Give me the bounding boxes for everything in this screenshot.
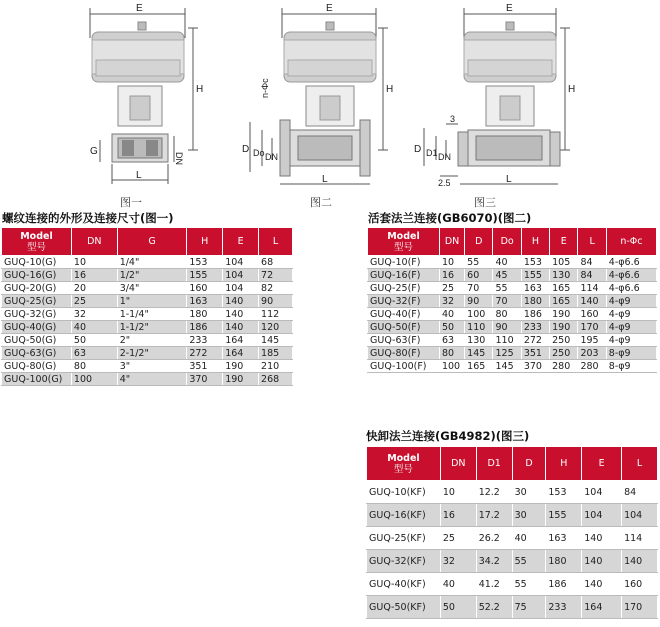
- value-cell: 25: [439, 282, 464, 295]
- value-cell: 250: [550, 347, 578, 360]
- dim-label-dn1: DN: [174, 152, 184, 165]
- value-cell: 268: [259, 373, 293, 386]
- value-cell: 55: [465, 256, 493, 269]
- value-cell: 3": [117, 360, 187, 373]
- value-cell: 104: [223, 256, 259, 269]
- table-row: [368, 295, 657, 308]
- value-cell: 163: [187, 295, 223, 308]
- value-cell: 40: [512, 527, 546, 550]
- value-cell: 60: [465, 269, 493, 282]
- table3-title: 快卸法兰连接(GB4982)(图三): [366, 429, 530, 443]
- value-cell: 80: [439, 347, 464, 360]
- table-flange-spec: [367, 227, 657, 373]
- value-cell: 140: [582, 550, 622, 573]
- caption-fig3: 图三: [474, 196, 496, 209]
- table1-header-dn: DN: [71, 228, 117, 256]
- value-cell: 4-φ6.6: [606, 282, 656, 295]
- table2-header-e: E: [550, 228, 578, 256]
- model-cell: GUQ-32(F): [368, 295, 440, 308]
- table2-header-l: L: [578, 228, 606, 256]
- value-cell: 63: [439, 334, 464, 347]
- table-row: [2, 360, 293, 373]
- value-cell: 26.2: [476, 527, 512, 550]
- value-cell: 164: [582, 596, 622, 619]
- table2-header-nphic: n-Φc: [606, 228, 656, 256]
- model-cell: GUQ-80(G): [2, 360, 72, 373]
- model-cell: GUQ-25(G): [2, 295, 72, 308]
- model-cell: GUQ-40(F): [368, 308, 440, 321]
- dim-label-e2: E: [326, 3, 333, 14]
- table-row: [368, 347, 657, 360]
- dim-label-dn2: DN: [265, 152, 278, 162]
- value-cell: 4-φ6.6: [606, 269, 656, 282]
- value-cell: 32: [440, 550, 476, 573]
- value-cell: 12.2: [476, 481, 512, 504]
- value-cell: 10: [71, 256, 117, 269]
- value-cell: 17.2: [476, 504, 512, 527]
- table2-header-do: Do: [493, 228, 521, 256]
- table-row: [2, 308, 293, 321]
- table-row: [367, 481, 658, 504]
- value-cell: 170: [622, 596, 658, 619]
- value-cell: 110: [465, 321, 493, 334]
- caption-fig1: 图一: [120, 196, 142, 209]
- table-row: [2, 282, 293, 295]
- value-cell: 100: [439, 360, 464, 373]
- value-cell: 180: [546, 550, 582, 573]
- table3-header-model: Model 型号: [367, 447, 441, 481]
- value-cell: 120: [259, 321, 293, 334]
- value-cell: 170: [578, 321, 606, 334]
- value-cell: 180: [521, 295, 549, 308]
- value-cell: 40: [71, 321, 117, 334]
- value-cell: 4-φ9: [606, 295, 656, 308]
- value-cell: 370: [521, 360, 549, 373]
- value-cell: 160: [622, 573, 658, 596]
- model-cell: GUQ-50(G): [2, 334, 72, 347]
- value-cell: 16: [440, 504, 476, 527]
- model-cell: GUQ-16(KF): [367, 504, 441, 527]
- table-row: [368, 334, 657, 347]
- model-cell: GUQ-63(F): [368, 334, 440, 347]
- model-cell: GUQ-32(KF): [367, 550, 441, 573]
- dim-label-d3: D: [414, 144, 422, 155]
- table-row: [2, 256, 293, 269]
- value-cell: 55: [512, 550, 546, 573]
- model-cell: GUQ-63(G): [2, 347, 72, 360]
- value-cell: 41.2: [476, 573, 512, 596]
- value-cell: 16: [439, 269, 464, 282]
- value-cell: 90: [493, 321, 521, 334]
- value-cell: 153: [521, 256, 549, 269]
- dim-label-d1: D1: [426, 148, 438, 158]
- value-cell: 155: [187, 269, 223, 282]
- model-cell: GUQ-16(F): [368, 269, 440, 282]
- value-cell: 80: [71, 360, 117, 373]
- value-cell: 4-φ6.6: [606, 256, 656, 269]
- table-thread-spec: [1, 227, 293, 386]
- value-cell: 272: [187, 347, 223, 360]
- value-cell: 186: [521, 308, 549, 321]
- value-cell: 164: [223, 334, 259, 347]
- table-row: [2, 321, 293, 334]
- value-cell: 75: [512, 596, 546, 619]
- value-cell: 140: [223, 295, 259, 308]
- value-cell: 1": [117, 295, 187, 308]
- value-cell: 70: [465, 282, 493, 295]
- value-cell: 280: [550, 360, 578, 373]
- value-cell: 4-φ9: [606, 321, 656, 334]
- model-cell: GUQ-100(G): [2, 373, 72, 386]
- table1-header-model: Model 型号: [2, 228, 72, 256]
- value-cell: 100: [465, 308, 493, 321]
- dim-label-dn3: DN: [438, 152, 451, 162]
- value-cell: 140: [578, 295, 606, 308]
- value-cell: 190: [223, 373, 259, 386]
- dim-label-l2: L: [322, 174, 328, 185]
- table-row: [2, 347, 293, 360]
- model-cell: GUQ-25(KF): [367, 527, 441, 550]
- value-cell: 140: [223, 308, 259, 321]
- value-cell: 55: [493, 282, 521, 295]
- value-cell: 153: [187, 256, 223, 269]
- value-cell: 100: [71, 373, 117, 386]
- value-cell: 233: [187, 334, 223, 347]
- value-cell: 50: [439, 321, 464, 334]
- dim-label-e1: E: [136, 3, 143, 14]
- value-cell: 155: [521, 269, 549, 282]
- value-cell: 140: [223, 321, 259, 334]
- value-cell: 165: [550, 295, 578, 308]
- value-cell: 203: [578, 347, 606, 360]
- table-row: [2, 295, 293, 308]
- value-cell: 105: [550, 256, 578, 269]
- value-cell: 104: [223, 282, 259, 295]
- table1-title: 螺纹连接的外形及连接尺寸(图一): [2, 211, 174, 225]
- value-cell: 163: [546, 527, 582, 550]
- value-cell: 370: [187, 373, 223, 386]
- dim-label-l3: L: [506, 174, 512, 185]
- value-cell: 185: [259, 347, 293, 360]
- value-cell: 114: [622, 527, 658, 550]
- table3-header-h: H: [546, 447, 582, 481]
- table-row: [368, 321, 657, 334]
- value-cell: 186: [546, 573, 582, 596]
- value-cell: 280: [578, 360, 606, 373]
- value-cell: 153: [546, 481, 582, 504]
- value-cell: 155: [546, 504, 582, 527]
- model-cell: GUQ-32(G): [2, 308, 72, 321]
- table-row: [368, 282, 657, 295]
- value-cell: 50: [440, 596, 476, 619]
- value-cell: 84: [622, 481, 658, 504]
- model-cell: GUQ-10(KF): [367, 481, 441, 504]
- dim-label-h1: H: [196, 84, 204, 95]
- model-cell: GUQ-10(F): [368, 256, 440, 269]
- value-cell: 112: [259, 308, 293, 321]
- value-cell: 250: [550, 334, 578, 347]
- model-cell: GUQ-10(G): [2, 256, 72, 269]
- value-cell: 84: [578, 269, 606, 282]
- value-cell: 84: [578, 256, 606, 269]
- value-cell: 30: [512, 504, 546, 527]
- dim-label-twofive: 2.5: [438, 178, 451, 188]
- value-cell: 80: [493, 308, 521, 321]
- diagram-quick-flange-valve: [410, 0, 580, 196]
- value-cell: 1/2": [117, 269, 187, 282]
- value-cell: 4": [117, 373, 187, 386]
- value-cell: 8-φ9: [606, 360, 656, 373]
- table2-header-h: H: [521, 228, 549, 256]
- value-cell: 233: [546, 596, 582, 619]
- value-cell: 45: [493, 269, 521, 282]
- value-cell: 140: [582, 573, 622, 596]
- value-cell: 34.2: [476, 550, 512, 573]
- value-cell: 2": [117, 334, 187, 347]
- model-cell: GUQ-100(F): [368, 360, 440, 373]
- value-cell: 190: [223, 360, 259, 373]
- model-cell: GUQ-25(F): [368, 282, 440, 295]
- dim-label-h2: H: [386, 84, 394, 95]
- value-cell: 32: [439, 295, 464, 308]
- value-cell: 2-1/2": [117, 347, 187, 360]
- value-cell: 195: [578, 334, 606, 347]
- model-cell: GUQ-16(G): [2, 269, 72, 282]
- value-cell: 16: [71, 269, 117, 282]
- value-cell: 190: [550, 321, 578, 334]
- value-cell: 40: [439, 308, 464, 321]
- table-row: [368, 256, 657, 269]
- dim-label-l1: L: [136, 170, 142, 181]
- table1-header-h: H: [187, 228, 223, 256]
- value-cell: 190: [550, 308, 578, 321]
- value-cell: 32: [71, 308, 117, 321]
- table-row: [367, 596, 658, 619]
- value-cell: 160: [578, 308, 606, 321]
- value-cell: 63: [71, 347, 117, 360]
- table2-header-model: Model 型号: [368, 228, 440, 256]
- value-cell: 4-φ9: [606, 308, 656, 321]
- value-cell: 25: [440, 527, 476, 550]
- table-row: [2, 269, 293, 282]
- table3-header-e: E: [582, 447, 622, 481]
- value-cell: 163: [521, 282, 549, 295]
- table-row: [367, 527, 658, 550]
- value-cell: 20: [71, 282, 117, 295]
- table1-header-e: E: [223, 228, 259, 256]
- table-row: [368, 269, 657, 282]
- model-cell: GUQ-20(G): [2, 282, 72, 295]
- model-cell: GUQ-40(G): [2, 321, 72, 334]
- value-cell: 140: [622, 550, 658, 573]
- table-row: [367, 573, 658, 596]
- value-cell: 70: [493, 295, 521, 308]
- value-cell: 165: [465, 360, 493, 373]
- value-cell: 40: [493, 256, 521, 269]
- value-cell: 104: [582, 504, 622, 527]
- table3-header-d: D: [512, 447, 546, 481]
- value-cell: 25: [71, 295, 117, 308]
- model-cell: GUQ-50(F): [368, 321, 440, 334]
- value-cell: 145: [465, 347, 493, 360]
- model-cell: GUQ-40(KF): [367, 573, 441, 596]
- value-cell: 10: [440, 481, 476, 504]
- value-cell: 145: [493, 360, 521, 373]
- table-quick-flange-spec: [366, 446, 658, 619]
- table2-title: 活套法兰连接(GB6070)(图二): [368, 211, 532, 225]
- value-cell: 1-1/2": [117, 321, 187, 334]
- table2-header-dn: DN: [439, 228, 464, 256]
- value-cell: 72: [259, 269, 293, 282]
- value-cell: 68: [259, 256, 293, 269]
- model-cell: GUQ-80(F): [368, 347, 440, 360]
- value-cell: 130: [465, 334, 493, 347]
- table3-header-dn: DN: [440, 447, 476, 481]
- value-cell: 104: [582, 481, 622, 504]
- table-row: [368, 360, 657, 373]
- value-cell: 140: [582, 527, 622, 550]
- table-row: [367, 504, 658, 527]
- value-cell: 165: [550, 282, 578, 295]
- dim-label-d2: D: [242, 144, 250, 155]
- diagram-flange-valve: [240, 0, 410, 196]
- value-cell: 90: [259, 295, 293, 308]
- value-cell: 4-φ9: [606, 334, 656, 347]
- value-cell: 40: [440, 573, 476, 596]
- value-cell: 1-1/4": [117, 308, 187, 321]
- table-row: [2, 373, 293, 386]
- value-cell: 10: [439, 256, 464, 269]
- value-cell: 55: [512, 573, 546, 596]
- table1-header-l: L: [259, 228, 293, 256]
- table2-header-d: D: [465, 228, 493, 256]
- value-cell: 90: [465, 295, 493, 308]
- model-cell: GUQ-50(KF): [367, 596, 441, 619]
- table3-header-l: L: [622, 447, 658, 481]
- value-cell: 351: [521, 347, 549, 360]
- value-cell: 145: [259, 334, 293, 347]
- value-cell: 125: [493, 347, 521, 360]
- diagram-thread-valve: [70, 0, 210, 196]
- value-cell: 104: [622, 504, 658, 527]
- table3-header-d1: D1: [476, 447, 512, 481]
- value-cell: 50: [71, 334, 117, 347]
- value-cell: 30: [512, 481, 546, 504]
- dim-label-g1: G: [90, 146, 98, 157]
- dim-label-h3: H: [568, 84, 576, 95]
- value-cell: 233: [521, 321, 549, 334]
- dim-label-e3: E: [506, 3, 513, 14]
- value-cell: 351: [187, 360, 223, 373]
- value-cell: 180: [187, 308, 223, 321]
- dim-label-three: 3: [450, 114, 456, 124]
- value-cell: 110: [493, 334, 521, 347]
- value-cell: 272: [521, 334, 549, 347]
- value-cell: 1/4": [117, 256, 187, 269]
- caption-fig2: 图二: [310, 196, 332, 209]
- value-cell: 186: [187, 321, 223, 334]
- value-cell: 210: [259, 360, 293, 373]
- value-cell: 160: [187, 282, 223, 295]
- value-cell: 8-φ9: [606, 347, 656, 360]
- value-cell: 104: [223, 269, 259, 282]
- value-cell: 82: [259, 282, 293, 295]
- value-cell: 130: [550, 269, 578, 282]
- table-row: [368, 308, 657, 321]
- dim-label-do2: Do: [253, 148, 265, 158]
- value-cell: 164: [223, 347, 259, 360]
- value-cell: 52.2: [476, 596, 512, 619]
- dim-label-nphic: n-Φc: [260, 78, 270, 98]
- table-row: [367, 550, 658, 573]
- value-cell: 3/4": [117, 282, 187, 295]
- value-cell: 114: [578, 282, 606, 295]
- table-row: [2, 334, 293, 347]
- table1-header-g: G: [117, 228, 187, 256]
